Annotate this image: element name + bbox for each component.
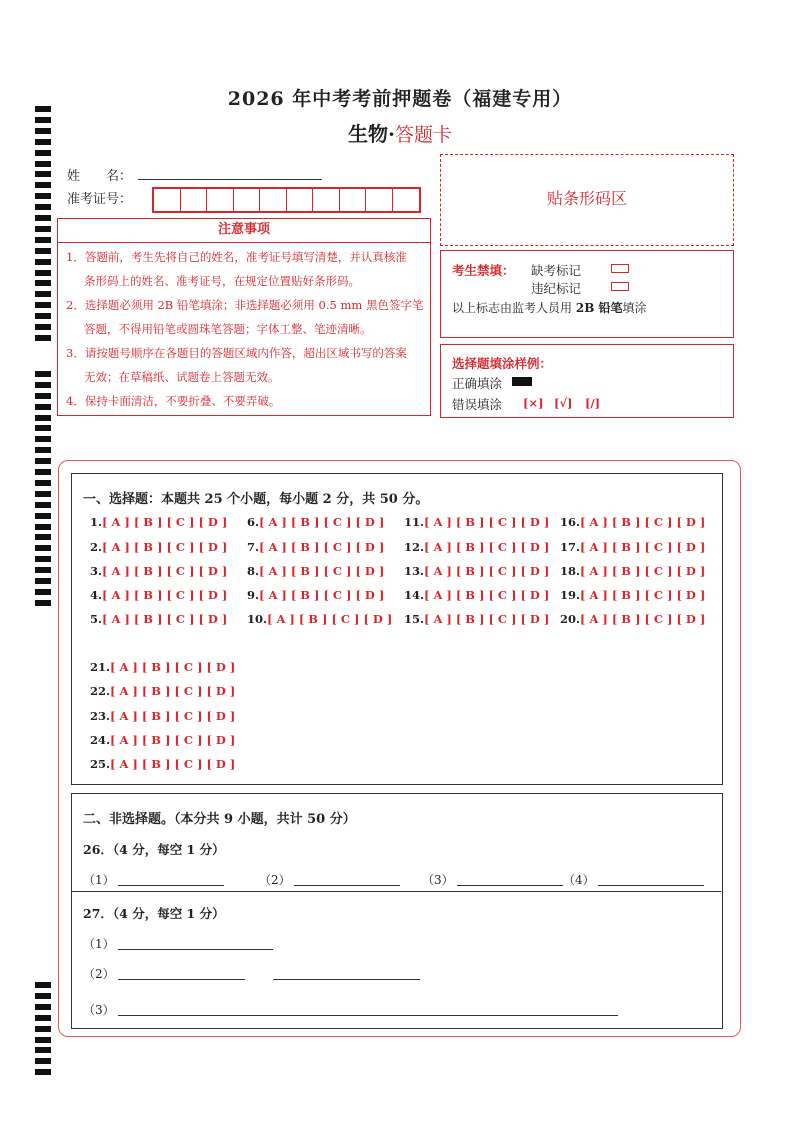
exam-title: 2026 年中考考前押题卷（福建专用） <box>227 88 573 110</box>
answer-options[interactable]: [ A ] [ B ] [ C ] [ D ] <box>110 757 236 771</box>
choice-question <box>247 588 384 602</box>
timing-mark <box>35 524 51 530</box>
notice-item <box>58 245 430 293</box>
barcode-area-label: 贴条形码区 <box>546 189 627 208</box>
question-number: 7. <box>247 540 260 554</box>
choice-question <box>247 564 384 578</box>
exam-rules-label: 考生禁填： <box>452 263 515 278</box>
choice-question <box>404 588 549 602</box>
question-number: 19. <box>560 588 581 602</box>
choice-question <box>90 660 235 674</box>
choice-question <box>90 564 227 578</box>
q27-blank-label: （1） <box>83 937 115 951</box>
q27-answer-line[interactable] <box>118 949 273 950</box>
timing-mark <box>35 993 51 999</box>
q26-blank-label: （2） <box>259 873 291 887</box>
notice-item-line: 4．保持卡面清洁，不要折叠、不要弄破。 <box>66 394 281 408</box>
exam-id-grid[interactable] <box>152 187 421 213</box>
choice-question <box>560 612 705 626</box>
id-digit-box[interactable] <box>366 189 393 211</box>
question-number: 12. <box>404 540 425 554</box>
q26-answer-line[interactable] <box>457 885 563 886</box>
question-number: 24. <box>90 733 111 747</box>
timing-mark <box>35 237 51 243</box>
wrong-fill-mark: [√] <box>554 396 573 410</box>
choice-question <box>560 515 705 529</box>
question-number: 8. <box>247 564 260 578</box>
timing-mark <box>35 513 51 519</box>
absent-mark-label: 缺考标记 <box>531 263 582 278</box>
answer-options[interactable]: [ A ] [ B ] [ C ] [ D ] <box>580 515 706 529</box>
answer-options[interactable]: [ A ] [ B ] [ C ] [ D ] <box>267 612 393 626</box>
violation-mark-label: 违纪标记 <box>531 281 582 296</box>
answer-options[interactable]: [ A ] [ B ] [ C ] [ D ] <box>102 515 228 529</box>
timing-mark <box>35 534 51 540</box>
choice-question <box>404 564 549 578</box>
question-number: 13. <box>404 564 425 578</box>
choice-question <box>90 540 227 554</box>
notice-item-line: 1．答题前，考生先将自己的姓名，准考证号填写清楚，并认真核准 <box>66 250 407 264</box>
choice-question <box>90 612 227 626</box>
timing-mark <box>35 302 51 308</box>
violation-mark-box[interactable] <box>611 282 629 291</box>
timing-mark <box>35 567 51 573</box>
timing-mark <box>35 204 51 210</box>
answer-options[interactable]: [ A ] [ B ] [ C ] [ D ] <box>102 588 228 602</box>
exam-id-label: 准考证号： <box>67 192 133 207</box>
question-number: 1. <box>90 515 103 529</box>
timing-mark <box>35 382 51 388</box>
answer-options[interactable]: [ A ] [ B ] [ C ] [ D ] <box>259 540 385 554</box>
timing-mark <box>35 161 51 167</box>
timing-mark <box>35 502 51 508</box>
fill-example-box <box>440 344 734 418</box>
subtitle-dot: · <box>388 122 395 146</box>
choice-question <box>247 612 392 626</box>
q27-blank-label: （2） <box>83 967 115 981</box>
correct-fill-mark <box>512 377 532 386</box>
free-response-section <box>71 793 723 1029</box>
question-number: 11. <box>404 515 425 529</box>
choice-question <box>404 612 549 626</box>
timing-mark <box>35 248 51 254</box>
notice-item-line: 答题，不得用铅笔或圆珠笔答题；字体工整、笔迹清晰。 <box>84 322 372 336</box>
notice-item <box>58 389 430 413</box>
notice-item <box>58 293 430 341</box>
notice-item-line: 条形码上的姓名、准考证号，在规定位置贴好条形码。 <box>84 274 360 288</box>
timing-mark <box>35 1058 51 1064</box>
choice-question <box>404 540 549 554</box>
answer-options[interactable]: [ A ] [ B ] [ C ] [ D ] <box>580 564 706 578</box>
timing-mark <box>35 270 51 276</box>
choice-question <box>90 733 235 747</box>
choice-question <box>560 540 705 554</box>
q27-blank-label: （3） <box>83 1003 115 1017</box>
id-digit-box[interactable] <box>207 189 234 211</box>
question-number: 21. <box>90 660 111 674</box>
q26-blank-label: （4） <box>563 873 595 887</box>
question-number: 15. <box>404 612 425 626</box>
timing-mark <box>35 215 51 221</box>
question-number: 17. <box>560 540 581 554</box>
notice-box <box>57 218 431 416</box>
timing-mark <box>35 458 51 464</box>
timing-mark <box>35 291 51 297</box>
choice-question <box>90 588 227 602</box>
answer-options[interactable]: [ A ] [ B ] [ C ] [ D ] <box>110 709 236 723</box>
answer-options[interactable]: [ A ] [ B ] [ C ] [ D ] <box>259 564 385 578</box>
answer-options[interactable]: [ A ] [ B ] [ C ] [ D ] <box>110 660 236 674</box>
timing-mark <box>35 371 51 377</box>
answer-options[interactable]: [ A ] [ B ] [ C ] [ D ] <box>424 540 550 554</box>
wrong-fill-mark: [×] <box>523 396 544 410</box>
notice-item-line: 3．请按题号顺序在各题目的答题区域内作答，超出区域书写的答案 <box>66 346 407 360</box>
exam-rules-note-bold: 2B 铅笔 <box>575 301 623 315</box>
answer-options[interactable]: [ A ] [ B ] [ C ] [ D ] <box>580 588 706 602</box>
timing-mark <box>35 589 51 595</box>
timing-mark <box>35 469 51 475</box>
answer-options[interactable]: [ A ] [ B ] [ C ] [ D ] <box>424 588 550 602</box>
question-number: 25. <box>90 757 111 771</box>
question-number: 3. <box>90 564 103 578</box>
wrong-fill-mark: [/] <box>585 396 601 410</box>
timing-mark <box>35 335 51 341</box>
choice-question <box>90 757 235 771</box>
q26-blank-label: （1） <box>83 873 115 887</box>
timing-mark <box>35 415 51 421</box>
timing-mark <box>35 425 51 431</box>
answer-options[interactable]: [ A ] [ B ] [ C ] [ D ] <box>580 540 706 554</box>
timing-mark <box>35 1047 51 1053</box>
timing-mark <box>35 393 51 399</box>
choice-question <box>560 564 705 578</box>
timing-mark <box>35 1004 51 1010</box>
q26-blank-label: （3） <box>422 873 454 887</box>
choice-question <box>90 515 227 529</box>
timing-mark <box>35 1069 51 1075</box>
id-digit-box[interactable] <box>234 189 261 211</box>
question-number: 22. <box>90 684 111 698</box>
question-number: 16. <box>560 515 581 529</box>
id-digit-box[interactable] <box>340 189 367 211</box>
id-digit-box[interactable] <box>181 189 208 211</box>
exam-rules-note <box>452 299 647 316</box>
timing-mark <box>35 1037 51 1043</box>
timing-mark <box>35 436 51 442</box>
answer-options[interactable]: [ A ] [ B ] [ C ] [ D ] <box>424 515 550 529</box>
notice-item-line: 无效；在草稿纸、试题卷上答题无效。 <box>84 370 280 384</box>
timing-mark <box>35 150 51 156</box>
question-number: 2. <box>90 540 103 554</box>
exam-rules-box <box>440 250 734 338</box>
q27-answer-line[interactable] <box>118 979 245 980</box>
choice-section-title: 一、选择题：本题共 25 个小题，每小题 2 分，共 50 分。 <box>83 492 429 507</box>
question-divider <box>72 891 721 892</box>
timing-mark <box>35 259 51 265</box>
q26-heading: 26．（4 分，每空 1 分） <box>83 842 225 857</box>
choice-question <box>404 515 549 529</box>
question-number: 4. <box>90 588 103 602</box>
question-number: 20. <box>560 612 581 626</box>
question-number: 18. <box>560 564 581 578</box>
notice-item-line: 2．选择题必须用 2B 铅笔填涂；非选择题必须用 0.5 mm 黑色签字笔 <box>66 298 424 312</box>
answer-options[interactable]: [ A ] [ B ] [ C ] [ D ] <box>102 564 228 578</box>
question-number: 14. <box>404 588 425 602</box>
answer-options[interactable]: [ A ] [ B ] [ C ] [ D ] <box>110 684 236 698</box>
name-label: 姓 名： <box>67 169 133 184</box>
choice-question <box>247 515 384 529</box>
choice-question <box>90 684 235 698</box>
timing-mark <box>35 171 51 177</box>
barcode-area <box>440 154 734 246</box>
choice-question <box>90 709 235 723</box>
subject-name: 生物 <box>348 122 388 146</box>
answer-options[interactable]: [ A ] [ B ] [ C ] [ D ] <box>580 612 706 626</box>
answer-sheet-subtitle <box>0 118 800 147</box>
choice-question <box>247 540 384 554</box>
absent-mark-box[interactable] <box>611 264 629 273</box>
timing-mark <box>35 193 51 199</box>
timing-mark <box>35 324 51 330</box>
timing-mark <box>35 313 51 319</box>
timing-mark <box>35 404 51 410</box>
timing-mark <box>35 182 51 188</box>
fill-example-heading: 选择题填涂样例： <box>452 356 553 371</box>
timing-mark <box>35 480 51 486</box>
answer-options[interactable]: [ A ] [ B ] [ C ] [ D ] <box>110 733 236 747</box>
timing-mark <box>35 226 51 232</box>
timing-mark <box>35 982 51 988</box>
answer-options[interactable]: [ A ] [ B ] [ C ] [ D ] <box>259 588 385 602</box>
id-digit-box[interactable] <box>260 189 287 211</box>
id-digit-box[interactable] <box>154 189 181 211</box>
answer-options[interactable]: [ A ] [ B ] [ C ] [ D ] <box>102 540 228 554</box>
question-number: 5. <box>90 612 103 626</box>
timing-mark <box>35 280 51 286</box>
question-number: 23. <box>90 709 111 723</box>
notice-heading: 注意事项 <box>58 219 430 243</box>
q26-answer-line[interactable] <box>598 885 704 886</box>
correct-fill-label: 正确填涂 <box>452 376 503 391</box>
timing-mark <box>35 1026 51 1032</box>
timing-mark <box>35 1015 51 1021</box>
question-number: 6. <box>247 515 260 529</box>
q27-heading: 27．（4 分，每空 1 分） <box>83 906 225 921</box>
question-number: 10. <box>247 612 268 626</box>
q26-answer-line[interactable] <box>118 885 224 886</box>
exam-rules-note-prefix: 以上标志由监考人员用 <box>452 301 573 315</box>
q26-answer-line[interactable] <box>294 885 400 886</box>
answer-options[interactable]: [ A ] [ B ] [ C ] [ D ] <box>259 515 385 529</box>
answer-options[interactable]: [ A ] [ B ] [ C ] [ D ] <box>424 564 550 578</box>
q27-answer-line[interactable] <box>273 979 420 980</box>
answer-options[interactable]: [ A ] [ B ] [ C ] [ D ] <box>424 612 550 626</box>
answer-options[interactable]: [ A ] [ B ] [ C ] [ D ] <box>102 612 228 626</box>
timing-mark <box>35 447 51 453</box>
id-digit-box[interactable] <box>287 189 314 211</box>
timing-mark <box>35 545 51 551</box>
exam-rules-note-suffix: 填涂 <box>622 301 647 315</box>
choice-question <box>560 588 705 602</box>
timing-mark <box>35 491 51 497</box>
wrong-fill-label: 错误填涂 <box>452 397 503 412</box>
id-digit-box[interactable] <box>393 189 420 211</box>
name-field[interactable] <box>138 166 322 180</box>
question-number: 9. <box>247 588 260 602</box>
timing-mark <box>35 600 51 606</box>
free-response-title: 二、非选择题。（本分共 9 小题，共计 50 分） <box>83 812 356 827</box>
id-digit-box[interactable] <box>313 189 340 211</box>
timing-mark <box>35 578 51 584</box>
card-label: 答题卡 <box>394 124 452 146</box>
q27-answer-line[interactable] <box>118 1015 618 1016</box>
notice-item <box>58 341 430 389</box>
timing-mark <box>35 556 51 562</box>
